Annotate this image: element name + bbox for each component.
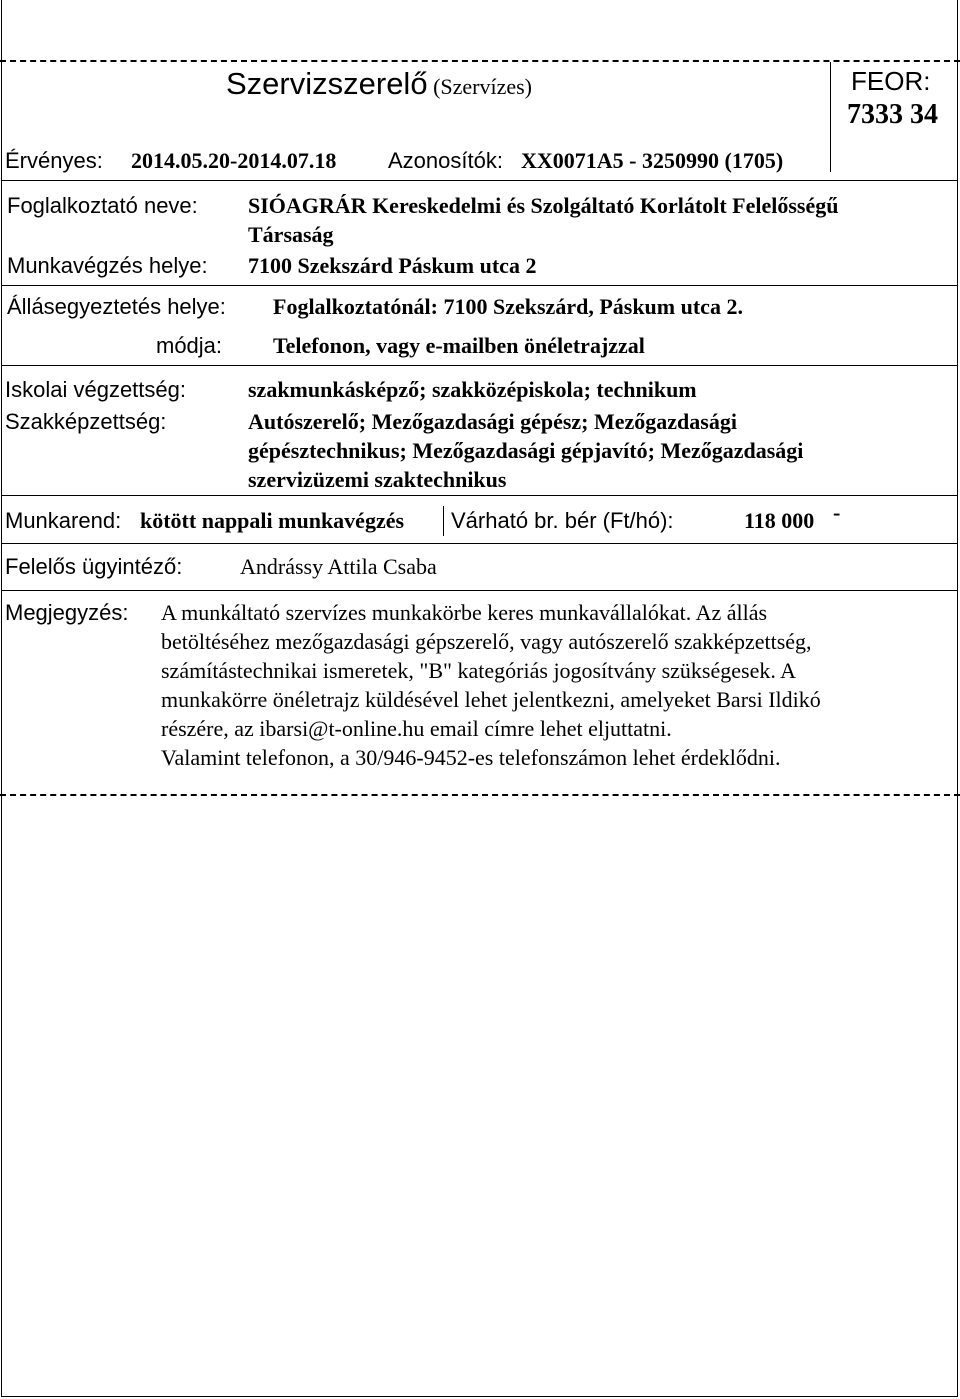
notes-label: Megjegyzés: [5,600,129,625]
employer-name: Társaság [248,222,334,247]
row-divider [2,543,957,544]
notes-line: betöltéséhez mezőgazdasági gépszerelő, vagy autószerelő szakképzettség, [161,629,812,654]
row-divider [2,180,957,181]
validity-label: Érvényes: [5,148,103,173]
top-dashed-separator [0,60,960,62]
vocational-value: Autószerelő; Mezőgazdasági gépész; Mezőgazdasági [248,409,737,434]
notes-line: részére, az ibarsi@t-online.hu email címre lehet eljuttatni. [161,716,672,741]
feor-divider [830,62,831,172]
schedule-divider [443,506,444,536]
feor-code: 7333 34 [847,99,938,130]
interview-place-label: Állásegyeztetés helye: [7,294,226,319]
schedule-label: Munkarend: [5,508,122,533]
notes-line: munkakörre önéletrajz küldésével lehet jelentkezni, amelyeket Barsi Ildikó [161,687,821,712]
notes-line: A munkáltató szervízes munkakörbe keres munkavállalókat. Az állás [161,600,768,625]
notes-line: Valamint telefonon, a 30/946-9452-es telefonszámon lehet érdeklődni. [161,745,781,770]
row-divider [2,285,957,286]
workplace-value: 7100 Szekszárd Páskum utca 2 [248,253,537,278]
ids-value: XX0071A5 - 3250990 (1705) [521,148,784,173]
salary-dash: - [833,500,841,525]
employer-name: SIÓAGRÁR Kereskedelmi és Szolgáltató Korlátolt Felelősségű [248,193,839,218]
job-title: Szervizszerelő (Szervízes) [226,66,533,101]
validity-dates: 2014.05.20-2014.07.18 [131,148,337,173]
salary-value: 118 000 [744,508,815,533]
vocational-label: Szakképzettség: [5,409,167,434]
salary-label: Várható br. bér (Ft/hó): [451,508,674,533]
contact-label: Felelős ügyintéző: [5,554,183,579]
feor-label: FEOR: [851,66,931,96]
contact-value: Andrássy Attila Csaba [240,554,437,579]
notes-line: számítástechnikai ismeretek, "B" kategóriás jogosítvány szükségesek. A [161,658,797,683]
vocational-value: szervizüzemi szaktechnikus [248,467,507,492]
ids-label: Azonosítók: [388,148,503,173]
schedule-value: kötött nappali munkavégzés [140,508,405,533]
interview-method-label: módja: [156,333,223,358]
interview-place-value: Foglalkoztatónál: 7100 Szekszárd, Páskum utca 2. [273,294,743,319]
workplace-label: Munkavégzés helye: [7,253,208,278]
row-divider [2,365,957,366]
education-label: Iskolai végzettség: [5,377,186,402]
row-divider [2,590,957,591]
row-divider [2,495,957,496]
education-value: szakmunkásképző; szakközépiskola; technikum [248,377,697,402]
vocational-value: gépésztechnikus; Mezőgazdasági gépjavító; Mezőgazdasági [248,438,804,463]
interview-method-value: Telefonon, vagy e-mailben önéletrajzzal [273,333,645,358]
employer-label: Foglalkoztató neve: [7,193,198,218]
bottom-dashed-separator [0,794,960,796]
